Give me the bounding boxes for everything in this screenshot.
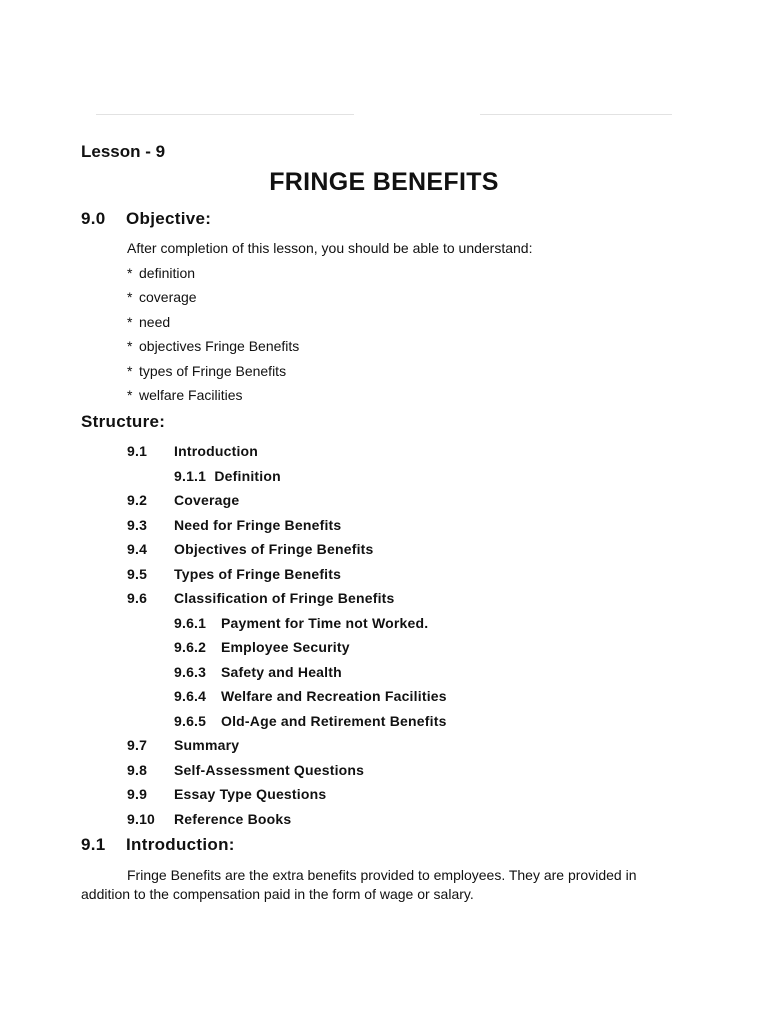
toc-label: Definition (214, 467, 281, 484)
bullet-text: welfare Facilities (139, 386, 243, 403)
toc-item (127, 786, 447, 811)
toc-number: 9.8 (127, 761, 148, 778)
toc-number: 9.6.5 (174, 712, 207, 729)
bullet-mark: * (127, 386, 133, 403)
structure-toc (127, 443, 447, 835)
bullet-mark: * (127, 362, 133, 379)
objective-number: 9.0 (81, 209, 106, 228)
toc-item (127, 541, 447, 566)
toc-item (127, 566, 447, 591)
introduction-title: Introduction: (126, 835, 235, 854)
toc-number: 9.10 (127, 810, 156, 827)
introduction-number: 9.1 (81, 835, 106, 854)
list-item (127, 314, 299, 338)
page-title: FRINGE BENEFITS (269, 168, 499, 196)
objective-intro: After completion of this lesson, you should be able to understand: (127, 240, 533, 256)
bullet-mark: * (127, 265, 133, 281)
toc-number: 9.6.3 (174, 663, 207, 680)
toc-label: Classification of Fringe Benefits (174, 590, 395, 606)
toc-label: Coverage (174, 492, 240, 508)
structure-heading: Structure: (81, 412, 166, 431)
toc-number: 9.1 (127, 443, 148, 459)
bullet-text: definition (139, 265, 196, 281)
list-item (127, 289, 299, 313)
toc-label: Employee Security (221, 639, 350, 655)
toc-label: Types of Fringe Benefits (174, 565, 342, 582)
toc-number: 9.3 (127, 516, 148, 533)
toc-label: Welfare and Recreation Facilities (221, 688, 447, 704)
toc-label: Essay Type Questions (174, 786, 327, 802)
toc-number: 9.6.4 (174, 688, 207, 704)
toc-label: Self-Assessment Questions (174, 761, 365, 778)
bullet-text: need (139, 313, 171, 330)
toc-label: Introduction (174, 443, 259, 459)
toc-number: 9.9 (127, 786, 148, 802)
lesson-label: Lesson - 9 (81, 142, 166, 161)
toc-label: Need for Fringe Benefits (174, 516, 342, 533)
toc-number: 9.6 (127, 590, 148, 606)
header-divider-right (480, 114, 672, 115)
toc-item (127, 615, 447, 640)
bullet-mark: * (127, 338, 133, 355)
list-item (127, 265, 299, 289)
list-item (127, 387, 299, 411)
toc-label: Reference Books (174, 810, 292, 827)
toc-item (127, 517, 447, 542)
toc-item (127, 737, 447, 762)
objective-heading (81, 209, 211, 229)
toc-item (127, 713, 447, 738)
toc-number: 9.2 (127, 492, 148, 508)
objective-title: Objective: (126, 209, 212, 228)
toc-label: Summary (174, 737, 240, 753)
toc-number: 9.6.2 (174, 639, 207, 655)
toc-item (127, 468, 447, 493)
toc-number: 9.6.1 (174, 614, 207, 631)
toc-label: Objectives of Fringe Benefits (174, 541, 374, 557)
toc-item (127, 664, 447, 689)
bullet-text: objectives Fringe Benefits (139, 338, 300, 355)
toc-item (127, 443, 447, 468)
toc-item (127, 762, 447, 787)
list-item (127, 363, 299, 387)
toc-item (127, 811, 447, 836)
bullet-text: coverage (139, 289, 197, 306)
toc-item (127, 688, 447, 713)
bullet-mark: * (127, 313, 133, 330)
introduction-paragraph: Fringe Benefits are the extra benefits provided to employees. They are provided in addition to the compensation paid in the form of wage or salary. (81, 867, 637, 902)
bullet-mark: * (127, 289, 133, 306)
toc-number: 9.1.1 (174, 467, 207, 484)
toc-label: Payment for Time not Worked. (221, 614, 429, 631)
introduction-heading (81, 835, 235, 855)
objective-list (127, 265, 299, 411)
toc-number: 9.4 (127, 541, 148, 557)
toc-item (127, 639, 447, 664)
header-divider-left (96, 114, 354, 115)
toc-number: 9.5 (127, 565, 148, 582)
toc-label: Old-Age and Retirement Benefits (221, 712, 447, 729)
toc-label: Safety and Health (221, 663, 342, 680)
bullet-text: types of Fringe Benefits (139, 362, 287, 379)
toc-item (127, 590, 447, 615)
toc-item (127, 492, 447, 517)
list-item (127, 338, 299, 362)
toc-number: 9.7 (127, 737, 148, 753)
